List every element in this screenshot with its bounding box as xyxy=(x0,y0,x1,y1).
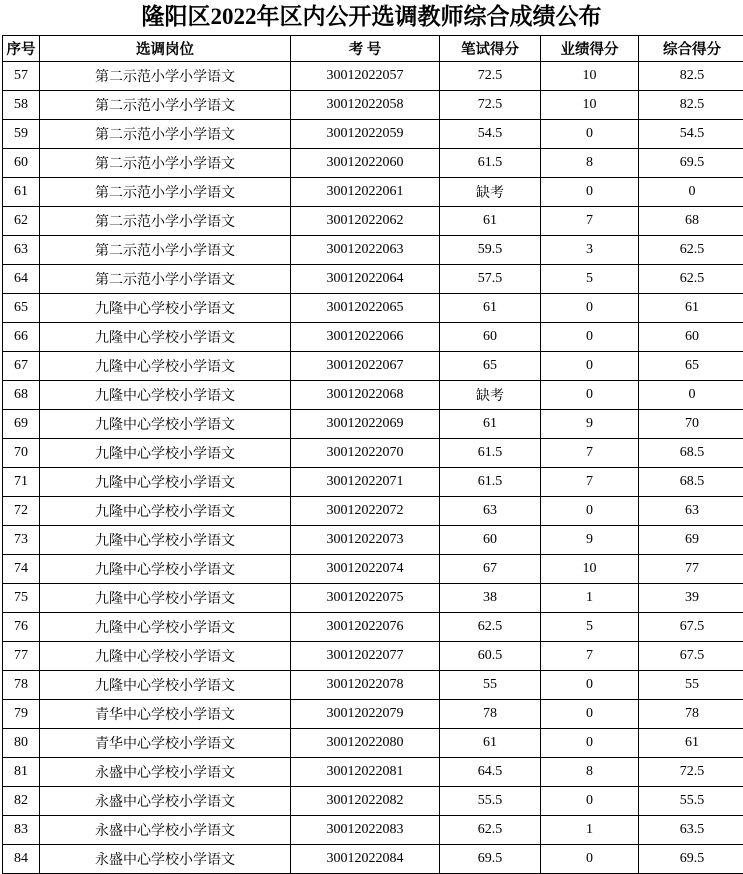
cell-seq: 81 xyxy=(3,758,40,787)
cell-post: 九隆中心学校小学语文 xyxy=(40,352,291,381)
cell-exam-no: 30012022084 xyxy=(291,845,440,874)
cell-performance: 0 xyxy=(541,381,639,410)
column-header-performance: 业绩得分 xyxy=(541,36,639,62)
cell-seq: 58 xyxy=(3,91,40,120)
cell-exam-no: 30012022068 xyxy=(291,381,440,410)
cell-exam-no: 30012022061 xyxy=(291,178,440,207)
cell-exam-no: 30012022083 xyxy=(291,816,440,845)
cell-exam-no: 30012022078 xyxy=(291,671,440,700)
cell-total: 69.5 xyxy=(639,845,743,874)
cell-seq: 65 xyxy=(3,294,40,323)
cell-written: 61 xyxy=(440,294,541,323)
cell-total: 62.5 xyxy=(639,265,743,294)
cell-seq: 69 xyxy=(3,410,40,439)
cell-post: 九隆中心学校小学语文 xyxy=(40,584,291,613)
cell-performance: 1 xyxy=(541,816,639,845)
table-header-row xyxy=(3,36,743,62)
cell-total: 70 xyxy=(639,410,743,439)
cell-written: 60.5 xyxy=(440,642,541,671)
cell-exam-no: 30012022081 xyxy=(291,758,440,787)
table-row xyxy=(3,323,743,352)
table-row xyxy=(3,468,743,497)
column-header-seq: 序号 xyxy=(3,36,40,62)
cell-performance: 0 xyxy=(541,845,639,874)
cell-written: 72.5 xyxy=(440,91,541,120)
cell-written: 67 xyxy=(440,555,541,584)
cell-total: 60 xyxy=(639,323,743,352)
cell-written: 72.5 xyxy=(440,62,541,91)
cell-post: 第二示范小学小学语文 xyxy=(40,149,291,178)
cell-post: 第二示范小学小学语文 xyxy=(40,178,291,207)
cell-total: 63.5 xyxy=(639,816,743,845)
cell-total: 63 xyxy=(639,497,743,526)
cell-exam-no: 30012022073 xyxy=(291,526,440,555)
cell-post: 永盛中心学校小学语文 xyxy=(40,758,291,787)
cell-total: 78 xyxy=(639,700,743,729)
table-row xyxy=(3,613,743,642)
table-row xyxy=(3,265,743,294)
cell-exam-no: 30012022079 xyxy=(291,700,440,729)
cell-exam-no: 30012022070 xyxy=(291,439,440,468)
results-table xyxy=(2,35,743,874)
cell-performance: 0 xyxy=(541,120,639,149)
cell-performance: 0 xyxy=(541,178,639,207)
cell-performance: 7 xyxy=(541,207,639,236)
table-row xyxy=(3,381,743,410)
cell-performance: 5 xyxy=(541,265,639,294)
table-row xyxy=(3,671,743,700)
cell-seq: 66 xyxy=(3,323,40,352)
cell-seq: 78 xyxy=(3,671,40,700)
cell-written: 61 xyxy=(440,729,541,758)
cell-performance: 0 xyxy=(541,729,639,758)
column-header-exam-no: 考 号 xyxy=(291,36,440,62)
cell-seq: 63 xyxy=(3,236,40,265)
cell-post: 九隆中心学校小学语文 xyxy=(40,294,291,323)
cell-seq: 68 xyxy=(3,381,40,410)
column-header-written: 笔试得分 xyxy=(440,36,541,62)
cell-post: 第二示范小学小学语文 xyxy=(40,236,291,265)
cell-seq: 80 xyxy=(3,729,40,758)
cell-post: 第二示范小学小学语文 xyxy=(40,62,291,91)
table-row xyxy=(3,729,743,758)
cell-post: 九隆中心学校小学语文 xyxy=(40,642,291,671)
cell-exam-no: 30012022060 xyxy=(291,149,440,178)
cell-performance: 0 xyxy=(541,294,639,323)
cell-seq: 82 xyxy=(3,787,40,816)
table-row xyxy=(3,816,743,845)
cell-written: 61.5 xyxy=(440,149,541,178)
cell-total: 68 xyxy=(639,207,743,236)
cell-performance: 0 xyxy=(541,497,639,526)
cell-performance: 7 xyxy=(541,439,639,468)
table-row xyxy=(3,62,743,91)
cell-total: 69.5 xyxy=(639,149,743,178)
table-row xyxy=(3,700,743,729)
cell-performance: 9 xyxy=(541,526,639,555)
cell-post: 第二示范小学小学语文 xyxy=(40,265,291,294)
cell-exam-no: 30012022057 xyxy=(291,62,440,91)
cell-post: 青华中心学校小学语文 xyxy=(40,729,291,758)
cell-performance: 0 xyxy=(541,700,639,729)
table-row xyxy=(3,410,743,439)
table-row xyxy=(3,526,743,555)
cell-exam-no: 30012022064 xyxy=(291,265,440,294)
cell-exam-no: 30012022074 xyxy=(291,555,440,584)
cell-post: 九隆中心学校小学语文 xyxy=(40,381,291,410)
cell-performance: 7 xyxy=(541,468,639,497)
cell-exam-no: 30012022058 xyxy=(291,91,440,120)
cell-written: 缺考 xyxy=(440,381,541,410)
cell-exam-no: 30012022062 xyxy=(291,207,440,236)
cell-seq: 64 xyxy=(3,265,40,294)
cell-exam-no: 30012022076 xyxy=(291,613,440,642)
cell-post: 九隆中心学校小学语文 xyxy=(40,671,291,700)
cell-exam-no: 30012022066 xyxy=(291,323,440,352)
cell-seq: 70 xyxy=(3,439,40,468)
cell-seq: 72 xyxy=(3,497,40,526)
cell-written: 38 xyxy=(440,584,541,613)
cell-exam-no: 30012022067 xyxy=(291,352,440,381)
cell-total: 61 xyxy=(639,729,743,758)
cell-total: 61 xyxy=(639,294,743,323)
cell-total: 68.5 xyxy=(639,468,743,497)
cell-post: 第二示范小学小学语文 xyxy=(40,207,291,236)
cell-post: 九隆中心学校小学语文 xyxy=(40,323,291,352)
cell-seq: 74 xyxy=(3,555,40,584)
cell-seq: 57 xyxy=(3,62,40,91)
cell-seq: 83 xyxy=(3,816,40,845)
cell-performance: 0 xyxy=(541,352,639,381)
table-row xyxy=(3,584,743,613)
cell-exam-no: 30012022065 xyxy=(291,294,440,323)
cell-total: 82.5 xyxy=(639,62,743,91)
cell-exam-no: 30012022063 xyxy=(291,236,440,265)
cell-written: 78 xyxy=(440,700,541,729)
table-row xyxy=(3,149,743,178)
cell-exam-no: 30012022071 xyxy=(291,468,440,497)
cell-performance: 1 xyxy=(541,584,639,613)
table-row xyxy=(3,294,743,323)
cell-post: 九隆中心学校小学语文 xyxy=(40,555,291,584)
cell-exam-no: 30012022080 xyxy=(291,729,440,758)
cell-post: 永盛中心学校小学语文 xyxy=(40,787,291,816)
cell-total: 77 xyxy=(639,555,743,584)
cell-written: 63 xyxy=(440,497,541,526)
cell-total: 72.5 xyxy=(639,758,743,787)
cell-total: 65 xyxy=(639,352,743,381)
cell-post: 第二示范小学小学语文 xyxy=(40,120,291,149)
cell-performance: 3 xyxy=(541,236,639,265)
cell-post: 九隆中心学校小学语文 xyxy=(40,439,291,468)
cell-written: 60 xyxy=(440,526,541,555)
cell-performance: 7 xyxy=(541,642,639,671)
table-row xyxy=(3,236,743,265)
cell-performance: 0 xyxy=(541,787,639,816)
cell-seq: 76 xyxy=(3,613,40,642)
cell-total: 68.5 xyxy=(639,439,743,468)
table-row xyxy=(3,178,743,207)
cell-performance: 10 xyxy=(541,555,639,584)
cell-written: 61.5 xyxy=(440,468,541,497)
cell-performance: 5 xyxy=(541,613,639,642)
cell-written: 65 xyxy=(440,352,541,381)
table-row xyxy=(3,642,743,671)
cell-written: 55 xyxy=(440,671,541,700)
cell-seq: 62 xyxy=(3,207,40,236)
table-row xyxy=(3,787,743,816)
cell-written: 54.5 xyxy=(440,120,541,149)
column-header-post: 选调岗位 xyxy=(40,36,291,62)
cell-total: 82.5 xyxy=(639,91,743,120)
cell-written: 55.5 xyxy=(440,787,541,816)
table-row xyxy=(3,845,743,874)
table-row xyxy=(3,439,743,468)
cell-post: 九隆中心学校小学语文 xyxy=(40,613,291,642)
cell-performance: 8 xyxy=(541,758,639,787)
cell-post: 第二示范小学小学语文 xyxy=(40,91,291,120)
cell-seq: 77 xyxy=(3,642,40,671)
cell-written: 61.5 xyxy=(440,439,541,468)
cell-performance: 9 xyxy=(541,410,639,439)
cell-written: 62.5 xyxy=(440,816,541,845)
table-row xyxy=(3,555,743,584)
table-row xyxy=(3,758,743,787)
cell-written: 61 xyxy=(440,410,541,439)
cell-post: 九隆中心学校小学语文 xyxy=(40,468,291,497)
cell-post: 永盛中心学校小学语文 xyxy=(40,845,291,874)
cell-written: 60 xyxy=(440,323,541,352)
table-body xyxy=(3,62,743,874)
cell-seq: 73 xyxy=(3,526,40,555)
cell-seq: 79 xyxy=(3,700,40,729)
table-row xyxy=(3,352,743,381)
cell-written: 62.5 xyxy=(440,613,541,642)
cell-seq: 71 xyxy=(3,468,40,497)
cell-total: 67.5 xyxy=(639,613,743,642)
cell-seq: 60 xyxy=(3,149,40,178)
cell-total: 0 xyxy=(639,381,743,410)
cell-performance: 0 xyxy=(541,671,639,700)
cell-written: 59.5 xyxy=(440,236,541,265)
table-row xyxy=(3,207,743,236)
cell-written: 69.5 xyxy=(440,845,541,874)
cell-total: 55.5 xyxy=(639,787,743,816)
table-row xyxy=(3,91,743,120)
cell-post: 青华中心学校小学语文 xyxy=(40,700,291,729)
cell-exam-no: 30012022069 xyxy=(291,410,440,439)
cell-exam-no: 30012022072 xyxy=(291,497,440,526)
cell-written: 缺考 xyxy=(440,178,541,207)
cell-seq: 61 xyxy=(3,178,40,207)
cell-seq: 75 xyxy=(3,584,40,613)
cell-performance: 10 xyxy=(541,91,639,120)
cell-total: 39 xyxy=(639,584,743,613)
cell-post: 九隆中心学校小学语文 xyxy=(40,410,291,439)
cell-total: 67.5 xyxy=(639,642,743,671)
cell-seq: 67 xyxy=(3,352,40,381)
cell-seq: 84 xyxy=(3,845,40,874)
cell-exam-no: 30012022075 xyxy=(291,584,440,613)
cell-post: 九隆中心学校小学语文 xyxy=(40,526,291,555)
table-row xyxy=(3,120,743,149)
table-row xyxy=(3,497,743,526)
cell-written: 64.5 xyxy=(440,758,541,787)
cell-total: 55 xyxy=(639,671,743,700)
cell-total: 62.5 xyxy=(639,236,743,265)
cell-exam-no: 30012022082 xyxy=(291,787,440,816)
cell-performance: 8 xyxy=(541,149,639,178)
column-header-total: 综合得分 xyxy=(639,36,743,62)
cell-exam-no: 30012022077 xyxy=(291,642,440,671)
table-header xyxy=(3,36,743,62)
cell-seq: 59 xyxy=(3,120,40,149)
cell-post: 永盛中心学校小学语文 xyxy=(40,816,291,845)
cell-written: 57.5 xyxy=(440,265,541,294)
cell-total: 0 xyxy=(639,178,743,207)
cell-performance: 0 xyxy=(541,323,639,352)
cell-post: 九隆中心学校小学语文 xyxy=(40,497,291,526)
cell-total: 54.5 xyxy=(639,120,743,149)
cell-performance: 10 xyxy=(541,62,639,91)
page-title: 隆阳区2022年区内公开选调教师综合成绩公布 xyxy=(0,0,743,35)
cell-total: 69 xyxy=(639,526,743,555)
cell-exam-no: 30012022059 xyxy=(291,120,440,149)
cell-written: 61 xyxy=(440,207,541,236)
